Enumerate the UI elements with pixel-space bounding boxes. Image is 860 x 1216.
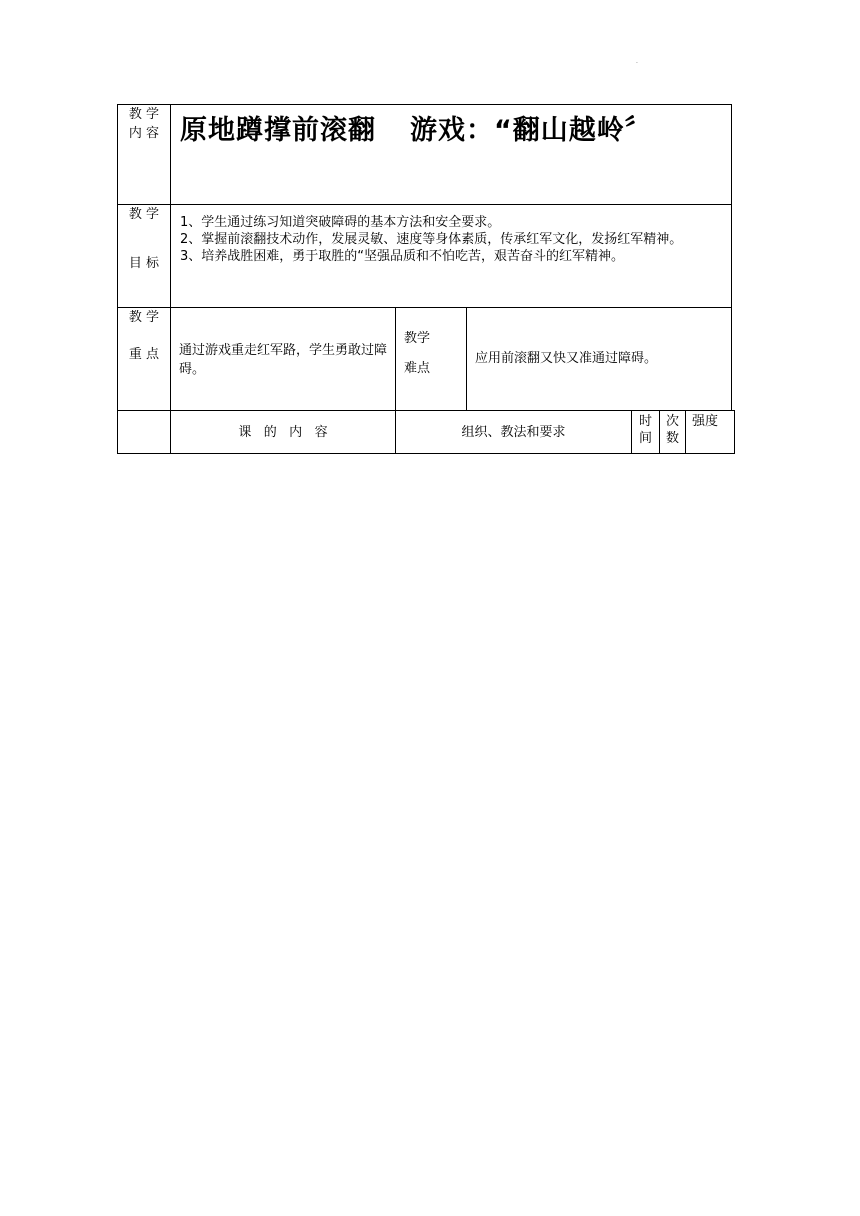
row1-label-cell	[117, 104, 171, 205]
lesson-title-part1: 原地蹲撑前滚翻	[180, 115, 376, 146]
row3-label-line2: 重 点	[128, 346, 160, 362]
header-blank-cell	[117, 410, 171, 454]
lesson-title	[180, 108, 653, 147]
difficulty-label-cell	[395, 307, 467, 411]
lesson-title-part2: 游戏：“翻山越岭〞	[410, 115, 653, 146]
goal-item: 2、掌握前滚翻技术动作，发展灵敏、速度等身体素质，传承红军文化，发扬红军精神。	[180, 232, 683, 247]
row1-label-line2: 内 容	[128, 125, 160, 141]
difficulty-label-line2: 难点	[404, 360, 431, 376]
row1-label-line1: 教 学	[128, 107, 160, 122]
header-count-line1: 次	[665, 414, 679, 429]
page-dot: .	[636, 58, 638, 65]
goal-item: 1、学生通过练习知道突破障碍的基本方法和安全要求。	[180, 215, 501, 230]
header-time-line1: 时	[638, 414, 652, 429]
difficulty-text: 应用前滚翻又快又准通过障碍。	[475, 351, 658, 366]
goals-list	[180, 214, 728, 265]
header-organization-label: 组织、教法和要求	[461, 425, 566, 440]
row2-label-cell	[117, 204, 171, 308]
header-count-cell	[659, 410, 686, 454]
header-intensity-label: 强度	[692, 414, 719, 429]
key-points-text: 通过游戏重走红军路，学生勇敢过障碍。	[179, 343, 388, 377]
header-organization-cell	[395, 410, 632, 454]
header-content-label: 课 的 内 容	[238, 425, 328, 440]
header-time-line2: 间	[638, 431, 652, 446]
header-time-cell	[631, 410, 660, 454]
row2-label-line1: 教 学	[128, 207, 160, 222]
row2-label-line2: 目 标	[128, 255, 160, 271]
row3-label-line1: 教 学	[128, 310, 160, 325]
difficulty-label-line1: 教学	[404, 331, 431, 346]
difficulty-cell	[466, 307, 732, 411]
row3-label-cell	[117, 307, 171, 411]
header-content-cell	[170, 410, 396, 454]
goal-item: 3、培养战胜困难，勇于取胜的“坚强品质和不怕吃苦，艰苦奋斗的红军精神。	[180, 249, 625, 264]
key-points-cell	[170, 307, 396, 411]
header-count-line2: 数	[665, 431, 679, 446]
header-intensity-cell	[685, 410, 735, 454]
